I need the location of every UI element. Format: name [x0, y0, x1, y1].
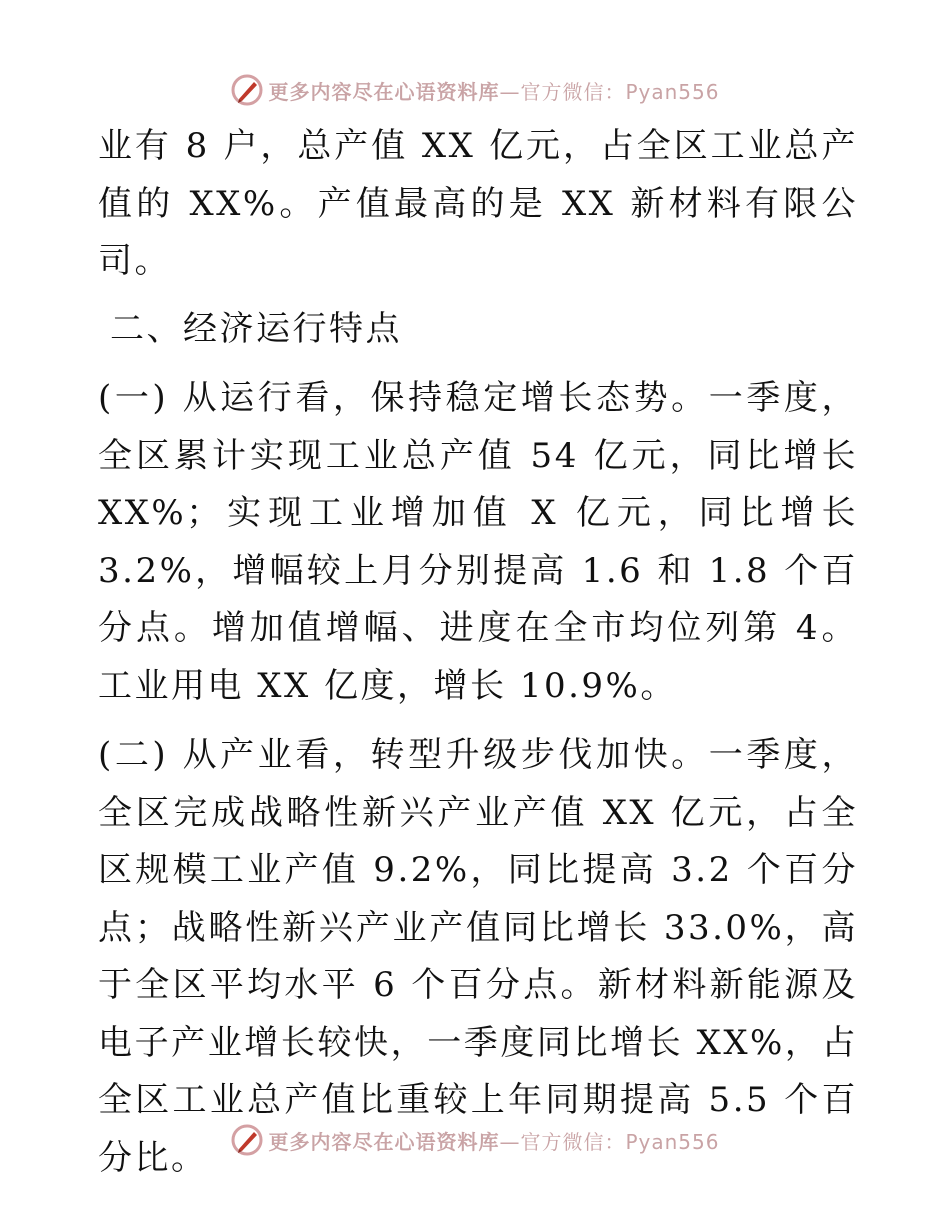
pen-logo-icon — [230, 1123, 264, 1157]
banner-sub-text: —官方微信：Pyan556 — [499, 79, 720, 104]
document-body — [98, 118, 858, 1187]
paragraph-2: (一) 从运行看，保持稳定增长态势。一季度，全区累计实现工业总产值 54 亿元，同比增长 XX%；实现工业增加值 X 亿元，同比增长 3.2%，增幅较上月分别提高 1.6 和 1.8 个百分点。增加值增幅、进度在全市均位列第 4。工业用电 XX 亿度，增长 10.9%。 — [98, 378, 858, 706]
banner-main-text: 更多内容尽在心语资料库 — [268, 1129, 500, 1154]
header-watermark — [0, 70, 950, 110]
banner-sub-text: —官方微信：Pyan556 — [499, 1129, 720, 1154]
pen-logo-icon — [230, 73, 264, 107]
footer-watermark — [0, 1120, 950, 1160]
banner-main-text: 更多内容尽在心语资料库 — [268, 79, 500, 104]
paragraph-3: (二) 从产业看，转型升级步伐加快。一季度，全区完成战略性新兴产业产值 XX 亿元，占全区规模工业产值 9.2%，同比提高 3.2 个百分点；战略性新兴产业产值同比增长 33.0%，高于全区平均水平 6 个百分点。新材料新能源及电子产业增长较快，一季度同比增长 XX%，占全区工业总产值比重较上年同期提高 5.5 个百分比。 — [98, 735, 858, 1178]
paragraph-1: 业有 8 户，总产值 XX 亿元，占全区工业总产值的 XX%。产值最高的是 XX 新材料有限公司。 — [98, 126, 858, 281]
section-heading: 二、经济运行特点 — [110, 308, 402, 349]
